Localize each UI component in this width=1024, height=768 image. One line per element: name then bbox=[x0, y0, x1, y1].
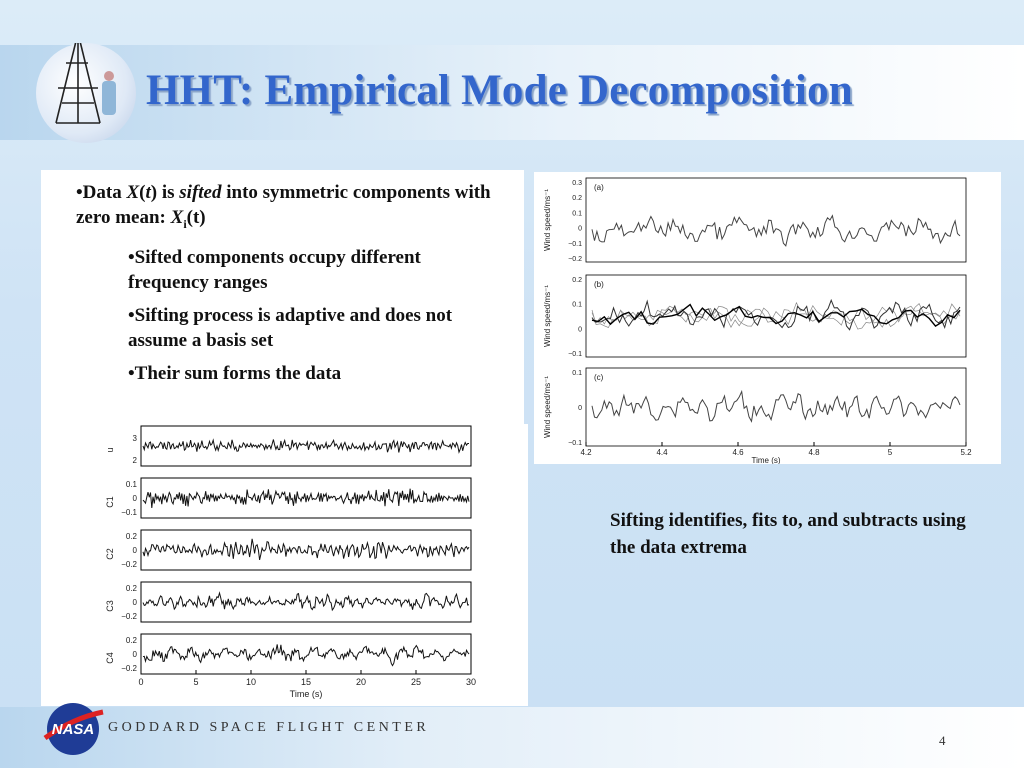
imf-tick-C2-1: 0 bbox=[132, 546, 137, 555]
sifting-figure bbox=[534, 172, 1001, 464]
imf-tick-C1-1: 0 bbox=[132, 494, 137, 503]
sift-panel-frame-0 bbox=[586, 178, 966, 262]
page-number: 4 bbox=[939, 733, 946, 748]
sift-panel-tag-0: (a) bbox=[594, 183, 604, 192]
imf-tick-C1-2: −0.1 bbox=[121, 508, 137, 517]
sift-tick-0-0: 0.3 bbox=[572, 180, 582, 187]
sift-xtick-label: 4.2 bbox=[580, 448, 592, 457]
sift-tick-1-3: −0.1 bbox=[568, 351, 582, 358]
sift-ylabel-0: Wind speed/ms⁻¹ bbox=[543, 188, 552, 252]
imf-tick-C3-0: 0.2 bbox=[125, 584, 137, 593]
sift-trace-0 bbox=[592, 216, 960, 246]
imf-tick-u-0: 3 bbox=[132, 434, 137, 443]
sift-tick-1-2: 0 bbox=[578, 326, 582, 334]
imf-xtick-label: 20 bbox=[355, 677, 367, 687]
imf-panel-label-C2: C2 bbox=[105, 548, 115, 560]
imf-tick-C1-0: 0.1 bbox=[125, 480, 137, 489]
imf-panel-frame-C1 bbox=[141, 478, 471, 518]
imf-tick-C2-2: −0.2 bbox=[121, 560, 137, 569]
sift-trace-2 bbox=[592, 392, 960, 422]
imf-tick-C4-2: −0.2 bbox=[121, 664, 137, 673]
sift-tick-2-0: 0.1 bbox=[572, 370, 582, 377]
sift-xtick-label: 4.4 bbox=[656, 448, 668, 457]
sift-tick-1-0: 0.2 bbox=[572, 277, 582, 284]
sift-xtick-label: 4.8 bbox=[808, 448, 820, 457]
org-name: GODDARD SPACE FLIGHT CENTER bbox=[108, 720, 430, 735]
imf-xtick-label: 10 bbox=[245, 677, 257, 687]
imf-components-plot bbox=[41, 424, 528, 706]
sift-tick-1-1: 0.1 bbox=[572, 301, 582, 309]
slide-title: HHT: Empirical Mode Decomposition bbox=[146, 67, 853, 114]
sifting-caption: Sifting identifies, fits to, and subtracts using the data extrema bbox=[610, 510, 966, 558]
imf-tick-C3-1: 0 bbox=[132, 598, 137, 607]
imf-xtick-label: 15 bbox=[300, 677, 312, 687]
imf-tick-C4-1: 0 bbox=[132, 650, 137, 659]
sifting-steps-plot bbox=[534, 172, 1001, 464]
imf-panel-label-C1: C1 bbox=[105, 496, 115, 508]
footer-band bbox=[0, 707, 1024, 768]
bullet-list bbox=[76, 180, 496, 394]
sift-xtick-label: 4.6 bbox=[732, 448, 744, 457]
bullet-1: •Data X(t) is sifted into symmetric components with zero mean: $X_i(t)$ bbox=[76, 182, 491, 231]
imf-tick-C3-2: −0.2 bbox=[121, 612, 137, 621]
bullet-3: •Sifting process is adaptive and does not assume a basis set bbox=[128, 304, 453, 351]
rocket-logo bbox=[36, 43, 136, 143]
imf-panel-label-C3: C3 bbox=[105, 600, 115, 612]
sift-envelope-lower bbox=[592, 303, 960, 329]
sift-panel-tag-1: (b) bbox=[594, 280, 604, 289]
sift-tick-0-3: 0 bbox=[578, 225, 582, 233]
sift-tick-0-4: −0.1 bbox=[568, 240, 582, 248]
imf-panel-frame-C3 bbox=[141, 582, 471, 622]
sift-ylabel-1: Wind speed/ms⁻¹ bbox=[543, 284, 552, 348]
sift-tick-0-1: 0.2 bbox=[572, 195, 582, 203]
sift-data-trace bbox=[592, 300, 960, 329]
imf-components-figure bbox=[41, 424, 528, 706]
sift-tick-2-2: −0.1 bbox=[568, 440, 582, 447]
imf-trace-u bbox=[143, 440, 469, 453]
sift-ylabel-2: Wind speed/ms⁻¹ bbox=[543, 375, 552, 439]
imf-panel-label-u: u bbox=[105, 447, 115, 453]
imf-xtick-label: 30 bbox=[465, 677, 477, 687]
sift-tick-0-5: −0.2 bbox=[568, 256, 582, 263]
imf-tick-u-1: 2 bbox=[132, 456, 137, 465]
nasa-logo bbox=[43, 700, 105, 756]
sift-panel-frame-2 bbox=[586, 368, 966, 446]
imf-xtick-label: 25 bbox=[410, 677, 422, 687]
sift-tick-2-1: 0 bbox=[578, 405, 582, 412]
imf-panel-label-C4: C4 bbox=[105, 652, 115, 664]
imf-trace-C2 bbox=[143, 539, 469, 560]
imf-xtick-label: 0 bbox=[138, 677, 144, 687]
rocket-frame-icon bbox=[36, 43, 136, 143]
sift-xtick-label: 5 bbox=[887, 448, 893, 457]
imf-xtick-label: 5 bbox=[193, 677, 199, 687]
imf-panel-frame-C4 bbox=[141, 634, 471, 674]
bullet-4: •Their sum forms the data bbox=[128, 362, 342, 384]
imf-xlabel: Time (s) bbox=[289, 689, 323, 699]
imf-trace-C4 bbox=[143, 644, 469, 665]
bullet-2: •Sifted components occupy different frequency ranges bbox=[128, 246, 421, 293]
sift-panel-tag-2: (c) bbox=[594, 373, 604, 382]
svg-text:NASA: NASA bbox=[51, 721, 95, 738]
sift-xlabel: Time (s) bbox=[751, 456, 781, 464]
imf-tick-C4-0: 0.2 bbox=[125, 636, 137, 645]
sift-tick-0-2: 0.1 bbox=[572, 210, 582, 218]
imf-trace-C3 bbox=[143, 593, 469, 610]
imf-tick-C2-0: 0.2 bbox=[125, 532, 137, 541]
sift-xtick-label: 5.2 bbox=[960, 448, 972, 457]
imf-trace-C1 bbox=[143, 489, 469, 508]
